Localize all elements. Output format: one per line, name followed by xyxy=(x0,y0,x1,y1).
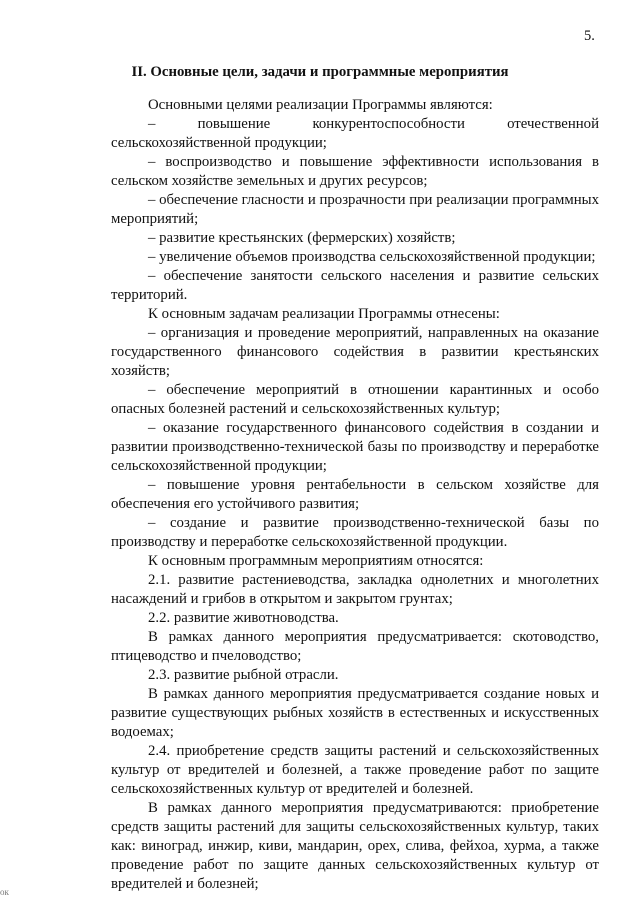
paragraph: – воспроизводство и повышение эффективности использования в сельском хозяйстве земельных и других ресурсов; xyxy=(111,154,599,189)
paragraph: К основным задачам реализации Программы отнесены: xyxy=(148,306,500,322)
corner-mark: ок xyxy=(0,887,9,897)
paragraph: В рамках данного мероприятия предусматривается создание новых и развитие существующих рыбных хозяйств в естественных и искусственных водоемах; xyxy=(111,686,599,740)
paragraph: – организация и проведение мероприятий, направленных на оказание государственного финансового содействия в развитии крестьянских хозяйств; xyxy=(111,325,599,379)
paragraph: – развитие крестьянских (фермерских) хозяйств; xyxy=(148,230,456,246)
paragraph: – повышение уровня рентабельности в сельском хозяйстве для обеспечения его устойчивого развития; xyxy=(111,477,599,512)
page-number: 5. xyxy=(584,28,595,44)
section-heading: II. Основные цели, задачи и программные мероприятия xyxy=(131,64,509,80)
paragraph: – оказание государственного финансового содействия в создании и развитии производственно-технической базы по производству и переработке сельскохозяйственной продукции; xyxy=(111,420,599,474)
paragraph: К основным программным мероприятиям относятся: xyxy=(148,553,484,569)
paragraph: 2.1. развитие растениеводства, закладка однолетних и многолетних насаждений и грибов в открытом и закрытом грунтах; xyxy=(111,572,599,607)
paragraph: – повышение конкурентоспособности отечественной сельскохозяйственной продукции; xyxy=(111,116,599,151)
paragraph: В рамках данного мероприятия предусматриваются: приобретение средств защиты растений для защиты сельскохозяйственных культур, таких как: виноград, инжир, киви, мандарин, орех, слива, фейхоа, хурма, а также проведение работ по защите данных сельскохозяйственных культур от вредителей и болезней; xyxy=(111,800,599,892)
paragraph: – обеспечение мероприятий в отношении карантинных и особо опасных болезней растений и сельскохозяйственных культур; xyxy=(111,382,599,417)
paragraph: – обеспечение гласности и прозрачности при реализации программных мероприятий; xyxy=(111,192,599,227)
paragraph: 2.4. приобретение средств защиты растений и сельскохозяйственных культур от вредителей и болезней, а также проведение работ по защите сельскохозяйственных культур от вредителей и болезней. xyxy=(111,743,599,797)
paragraph: 2.3. развитие рыбной отрасли. xyxy=(148,667,339,683)
document-body xyxy=(111,96,599,894)
paragraph: – увеличение объемов производства сельскохозяйственной продукции; xyxy=(148,249,596,265)
paragraph: 2.2. развитие животноводства. xyxy=(148,610,339,626)
paragraph: – создание и развитие производственно-технической базы по производству и переработке сельскохозяйственной продукции. xyxy=(111,515,599,550)
paragraph: Основными целями реализации Программы являются: xyxy=(148,97,493,113)
paragraph: – обеспечение занятости сельского населения и развитие сельских территорий. xyxy=(111,268,599,303)
paragraph: В рамках данного мероприятия предусматривается: скотоводство, птицеводство и пчеловодство; xyxy=(111,629,599,664)
